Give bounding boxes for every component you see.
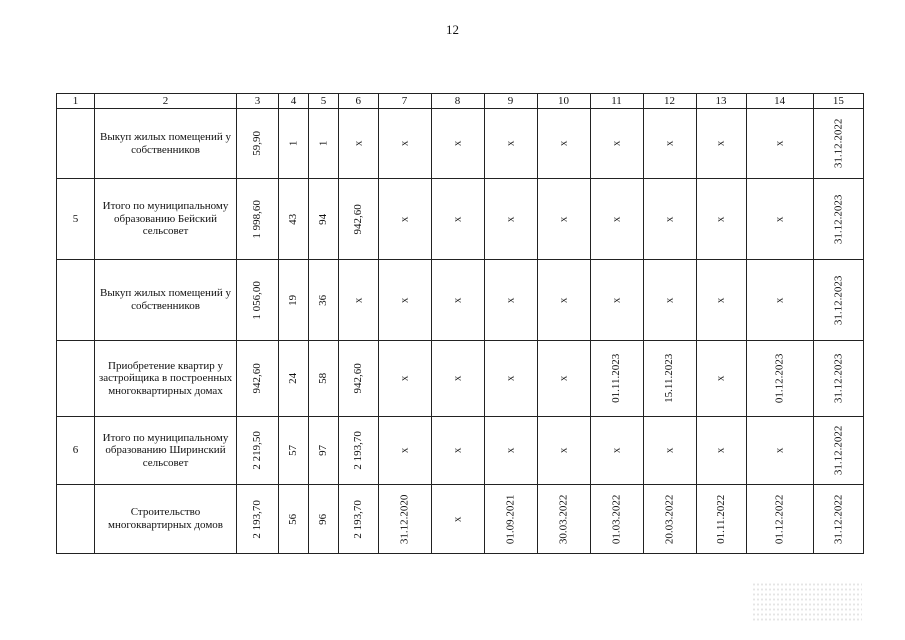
table-cell [378,341,431,417]
cell-value: 31.12.2022 [832,494,845,544]
row-number: 5 [57,179,95,260]
cell-value: 942,60 [251,363,264,394]
table-row [57,109,864,179]
cell-value: 20.03.2022 [663,494,676,544]
table-cell [813,109,864,179]
table-cell [696,179,746,260]
cell-value: 59,90 [251,131,264,156]
table-cell [378,417,431,485]
table-cell [696,341,746,417]
table-cell [309,179,339,260]
cell-value: 2 193,70 [351,499,364,539]
cell-value: 01.03.2022 [610,494,623,544]
table-cell [590,179,643,260]
table-cell [279,341,309,417]
cell-value: x [451,297,464,303]
table-cell [309,341,339,417]
table-row [57,179,864,260]
table-cell [378,179,431,260]
table-cell [339,485,379,554]
table-cell [431,417,484,485]
cell-value: x [557,297,570,303]
row-number: 6 [57,417,95,485]
table-cell [813,485,864,554]
table-cell [484,485,537,554]
cell-value: x [714,375,727,382]
row-number [57,109,95,179]
table-cell [696,260,746,341]
cell-value: x [773,216,786,222]
cell-value: x [663,447,676,454]
cell-value: 01.11.2023 [610,353,623,404]
cell-value: 43 [287,213,300,225]
table-cell [696,109,746,179]
table-cell [537,260,590,341]
cell-value: x [663,140,676,147]
table-cell [339,260,379,341]
cell-value: x [398,375,411,382]
row-name: Итого по муниципальному образованию Бейский сельсовет [95,179,237,260]
cell-value: 1 [317,140,330,147]
header-cell: 4 [279,94,309,109]
row-name: Итого по муниципальному образованию Ширинский сельсовет [95,417,237,485]
table-cell [237,260,279,341]
cell-value: x [451,216,464,222]
cell-value: x [663,297,676,303]
row-name: Строительство многоквартирных домов [95,485,237,554]
scan-artifact [752,582,862,622]
header-row [57,94,864,109]
table-cell [279,485,309,554]
header-cell: 3 [237,94,279,109]
table-cell [431,260,484,341]
cell-value: x [451,140,464,147]
table-cell [746,260,813,341]
cell-value: 31.12.2023 [832,353,845,404]
cell-value: x [773,447,786,454]
table-cell [339,417,379,485]
cell-value: x [714,297,727,303]
cell-value: 36 [317,294,330,306]
row-name: Выкуп жилых помещений у собственников [95,260,237,341]
row-name: Выкуп жилых помещений у собственников [95,109,237,179]
cell-value: x [504,447,517,454]
table-cell [813,260,864,341]
cell-value: x [610,447,623,454]
table-cell [746,109,813,179]
cell-value: x [773,140,786,147]
cell-value: 01.11.2022 [714,494,727,544]
cell-value: 24 [287,372,300,384]
cell-value: 31.12.2020 [398,494,411,544]
cell-value: 31.12.2023 [832,275,845,325]
table-cell [643,260,696,341]
table-cell [237,109,279,179]
cell-value: 1 998,60 [251,199,264,239]
cell-value: x [451,375,464,382]
table-cell [431,179,484,260]
cell-value: x [714,216,727,222]
table-cell [339,109,379,179]
table-cell [484,109,537,179]
cell-value: 31.12.2022 [832,118,845,169]
table-cell [378,109,431,179]
cell-value: x [610,297,623,303]
table-cell [643,179,696,260]
header-cell: 14 [746,94,813,109]
cell-value: 94 [317,213,330,225]
row-number [57,260,95,341]
table-cell [590,485,643,554]
table-cell [746,485,813,554]
table-cell [643,341,696,417]
table-cell [484,417,537,485]
header-cell: 2 [95,94,237,109]
table-cell [431,485,484,554]
cell-value: x [451,516,464,522]
cell-value: x [714,140,727,147]
table-cell [537,417,590,485]
table-cell [237,341,279,417]
table-cell [378,485,431,554]
table-cell [813,341,864,417]
cell-value: x [504,297,517,303]
table-cell [696,485,746,554]
table-cell [279,179,309,260]
table-cell [590,260,643,341]
table-cell [309,109,339,179]
cell-value: x [398,297,411,303]
cell-value: x [610,140,623,147]
cell-value: 58 [317,372,330,384]
table-cell [309,485,339,554]
header-cell: 10 [537,94,590,109]
table-cell [746,341,813,417]
header-cell: 13 [696,94,746,109]
header-cell: 8 [431,94,484,109]
cell-value: 01.12.2023 [773,353,786,404]
cell-value: 942,60 [351,363,364,394]
cell-value: 942,60 [351,203,364,235]
row-number [57,485,95,554]
table-cell [643,485,696,554]
cell-value: 30.03.2022 [557,494,570,544]
cell-value: x [398,140,411,147]
cell-value: x [557,216,570,222]
header-cell: 1 [57,94,95,109]
header-cell: 15 [813,94,864,109]
cell-value: x [557,140,570,147]
table-cell [537,485,590,554]
table-cell [746,179,813,260]
cell-value: 31.12.2022 [832,425,845,476]
table-cell [279,417,309,485]
table-cell [431,109,484,179]
table-row [57,485,864,554]
table-cell [813,417,864,485]
cell-value: x [610,216,623,222]
cell-value: 19 [287,294,300,306]
cell-value: 57 [287,444,300,456]
table-cell [484,260,537,341]
table-cell [309,417,339,485]
row-number [57,341,95,417]
cell-value: x [398,216,411,222]
table-cell [237,485,279,554]
cell-value: x [504,375,517,382]
table-cell [813,179,864,260]
table-cell [378,260,431,341]
cell-value: 96 [317,513,330,525]
cell-value: x [351,140,364,147]
table-cell [339,179,379,260]
cell-value: x [504,216,517,222]
table-cell [590,341,643,417]
table-cell [431,341,484,417]
cell-value: x [504,140,517,147]
cell-value: x [663,216,676,222]
cell-value: 2 219,50 [251,431,264,470]
cell-value: 01.12.2022 [773,494,786,544]
row-name: Приобретение квартир у застройщика в построенных многоквартирных домах [95,341,237,417]
table-cell [237,417,279,485]
header-cell: 6 [339,94,379,109]
table-cell [309,260,339,341]
header-cell: 5 [309,94,339,109]
table-cell [643,109,696,179]
cell-value: x [398,447,411,454]
cell-value: x [557,447,570,454]
cell-value: x [451,447,464,454]
cell-value: 97 [317,444,330,456]
cell-value: 56 [287,513,300,525]
table-cell [339,341,379,417]
table-cell [237,179,279,260]
table-cell [696,417,746,485]
data-table [56,93,864,554]
table-cell [484,179,537,260]
cell-value: 31.12.2023 [832,194,845,244]
cell-value: x [557,375,570,382]
header-cell: 9 [484,94,537,109]
cell-value: 2 193,70 [351,431,364,470]
table-cell [279,109,309,179]
header-cell: 12 [643,94,696,109]
table-cell [537,109,590,179]
table-cell [643,417,696,485]
table-cell [279,260,309,341]
cell-value: 1 [287,140,300,147]
cell-value: 01.09.2021 [504,494,517,544]
table-cell [537,341,590,417]
cell-value: x [773,297,786,303]
header-cell: 11 [590,94,643,109]
table-cell [537,179,590,260]
cell-value: 15.11.2023 [663,353,676,404]
table-cell [484,341,537,417]
table-cell [590,109,643,179]
table-row [57,417,864,485]
page-number: 12 [446,22,459,37]
table-cell [746,417,813,485]
cell-value: x [351,297,364,303]
cell-value: x [714,447,727,454]
table-cell [590,417,643,485]
cell-value: 2 193,70 [251,499,264,539]
table-row [57,260,864,341]
table-row [57,341,864,417]
header-cell: 7 [378,94,431,109]
cell-value: 1 056,00 [251,280,264,320]
